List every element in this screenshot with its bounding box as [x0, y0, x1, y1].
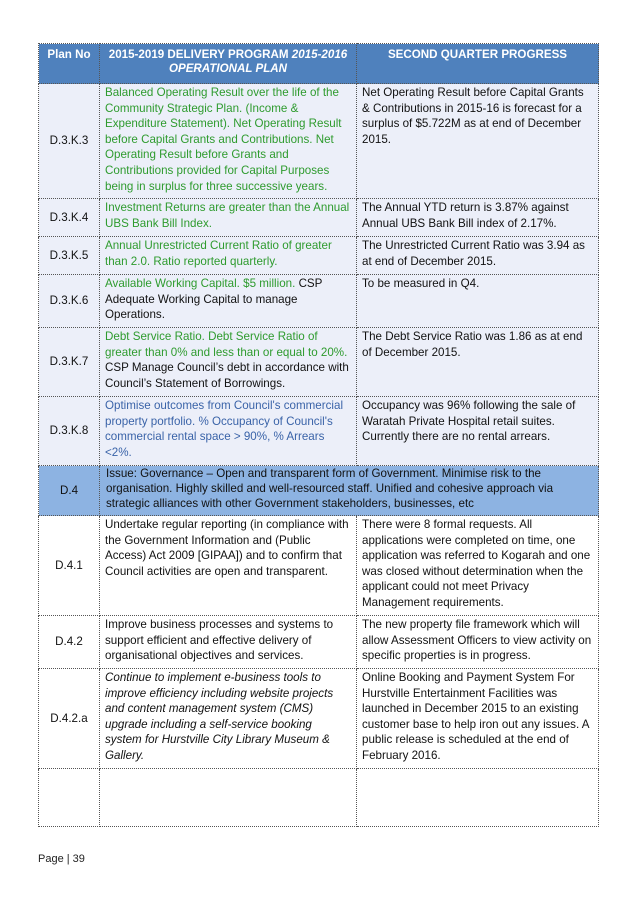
table-row [39, 397, 599, 466]
table-row [39, 237, 599, 275]
section-issue: Issue: Governance – Open and transparent form of Government. Minimise risk to the organisation. Highly skilled and well-resourced staff. Unified and cohesive approach via strategic alliances with other Government stakeholders, businesses, etc [100, 466, 599, 516]
progress-text: Online Booking and Payment System For Hurstville Entertainment Facilities was launched in December 2015 to an existing customer base to help iron out any issues. A public release is scheduled at the end of February 2016. [357, 669, 599, 769]
plan-code: D.3.K.6 [39, 275, 100, 328]
header-delivery-main: 2015-2019 DELIVERY PROGRAM [108, 48, 289, 61]
progress-text: The Annual YTD return is 3.87% against Annual UBS Bank Bill index of 2.17%. [357, 199, 599, 237]
progress-text: The new property file framework which will allow Assessment Officers to view activity on specific properties is in progress. [357, 616, 599, 669]
header-plan-no: Plan No [39, 44, 100, 84]
plan-description: Improve business processes and systems to support efficient and effective delivery of organisational objectives and services. [100, 616, 357, 669]
plan-kpi-text: Debt Service Ratio. Debt Service Ratio of greater than 0% and less than or equal to 20%. [105, 330, 348, 359]
plan-description: Continue to implement e-business tools to improve efficiency including website projects and content management system (CMS) upgrade including a self-service booking system for Hurstville City Library Museum & Gallery. [100, 669, 357, 769]
table-header-row [39, 44, 599, 84]
plan-description: Investment Returns are greater than the Annual UBS Bank Bill Index. [100, 199, 357, 237]
plan-code: D.4.1 [39, 516, 100, 616]
plan-csp-text: CSP Adequate Working Capital to manage Operations. [105, 277, 323, 322]
header-progress: SECOND QUARTER PROGRESS [357, 44, 599, 84]
table-row [39, 84, 599, 199]
plan-code: D.3.K.5 [39, 237, 100, 275]
section-row [39, 466, 599, 516]
empty-cell [100, 769, 357, 827]
table-row [39, 616, 599, 669]
section-code: D.4 [39, 466, 100, 516]
plan-code: D.3.K.4 [39, 199, 100, 237]
table-row [39, 516, 599, 616]
delivery-program-table [38, 43, 599, 827]
plan-csp-text: CSP Manage Council’s debt in accordance with Council’s Statement of Borrowings. [105, 361, 349, 390]
progress-text: Occupancy was 96% following the sale of Waratah Private Hospital retail suites. Currently there are no rental arrears. [357, 397, 599, 466]
page-number: Page | 39 [38, 853, 85, 865]
progress-text: To be measured in Q4. [357, 275, 599, 328]
plan-description: Optimise outcomes from Council's commercial property portfolio. % Occupancy of Council's commercial rental space > 90%, % Arrears <2%. [100, 397, 357, 466]
plan-code: D.4.2.a [39, 669, 100, 769]
header-delivery-year: 2015-2016 [291, 48, 348, 61]
table-row [39, 669, 599, 769]
progress-text: The Unrestricted Current Ratio was 3.94 as at end of December 2015. [357, 237, 599, 275]
progress-text: Net Operating Result before Capital Grants & Contributions in 2015-16 is forecast for a surplus of $5.722M as at end of December 2015. [357, 84, 599, 199]
plan-description: Annual Unrestricted Current Ratio of greater than 2.0. Ratio reported quarterly. [100, 237, 357, 275]
empty-cell [39, 769, 100, 827]
empty-row [39, 769, 599, 827]
table-row [39, 199, 599, 237]
table-row [39, 328, 599, 397]
plan-code: D.4.2 [39, 616, 100, 669]
plan-code: D.3.K.3 [39, 84, 100, 199]
plan-kpi-text: Available Working Capital. $5 million. [105, 277, 296, 290]
plan-description [100, 328, 357, 397]
progress-text: There were 8 formal requests. All applications were completed on time, one application was referred to Kogarah and one was closed without determination when the applicant could not meet Privacy Management requirements. [357, 516, 599, 616]
plan-code: D.3.K.7 [39, 328, 100, 397]
header-delivery-program [100, 44, 357, 84]
progress-text: The Debt Service Ratio was 1.86 as at end of December 2015. [357, 328, 599, 397]
table-row [39, 275, 599, 328]
header-delivery-sub: OPERATIONAL PLAN [168, 62, 288, 75]
plan-description: Undertake regular reporting (in compliance with the Government Information and (Public Access) Act 2009 [GIPAA]) and to confirm that Council activities are open and transparent. [100, 516, 357, 616]
plan-description [100, 275, 357, 328]
plan-description: Balanced Operating Result over the life of the Community Strategic Plan. (Income & Expenditure Statement). Net Operating Result before Capital Grants and Contributions. Net Operating Result before Grants and Contributions provided for Capital Purposes being in surplus for three successive years. [100, 84, 357, 199]
plan-code: D.3.K.8 [39, 397, 100, 466]
empty-cell [357, 769, 599, 827]
